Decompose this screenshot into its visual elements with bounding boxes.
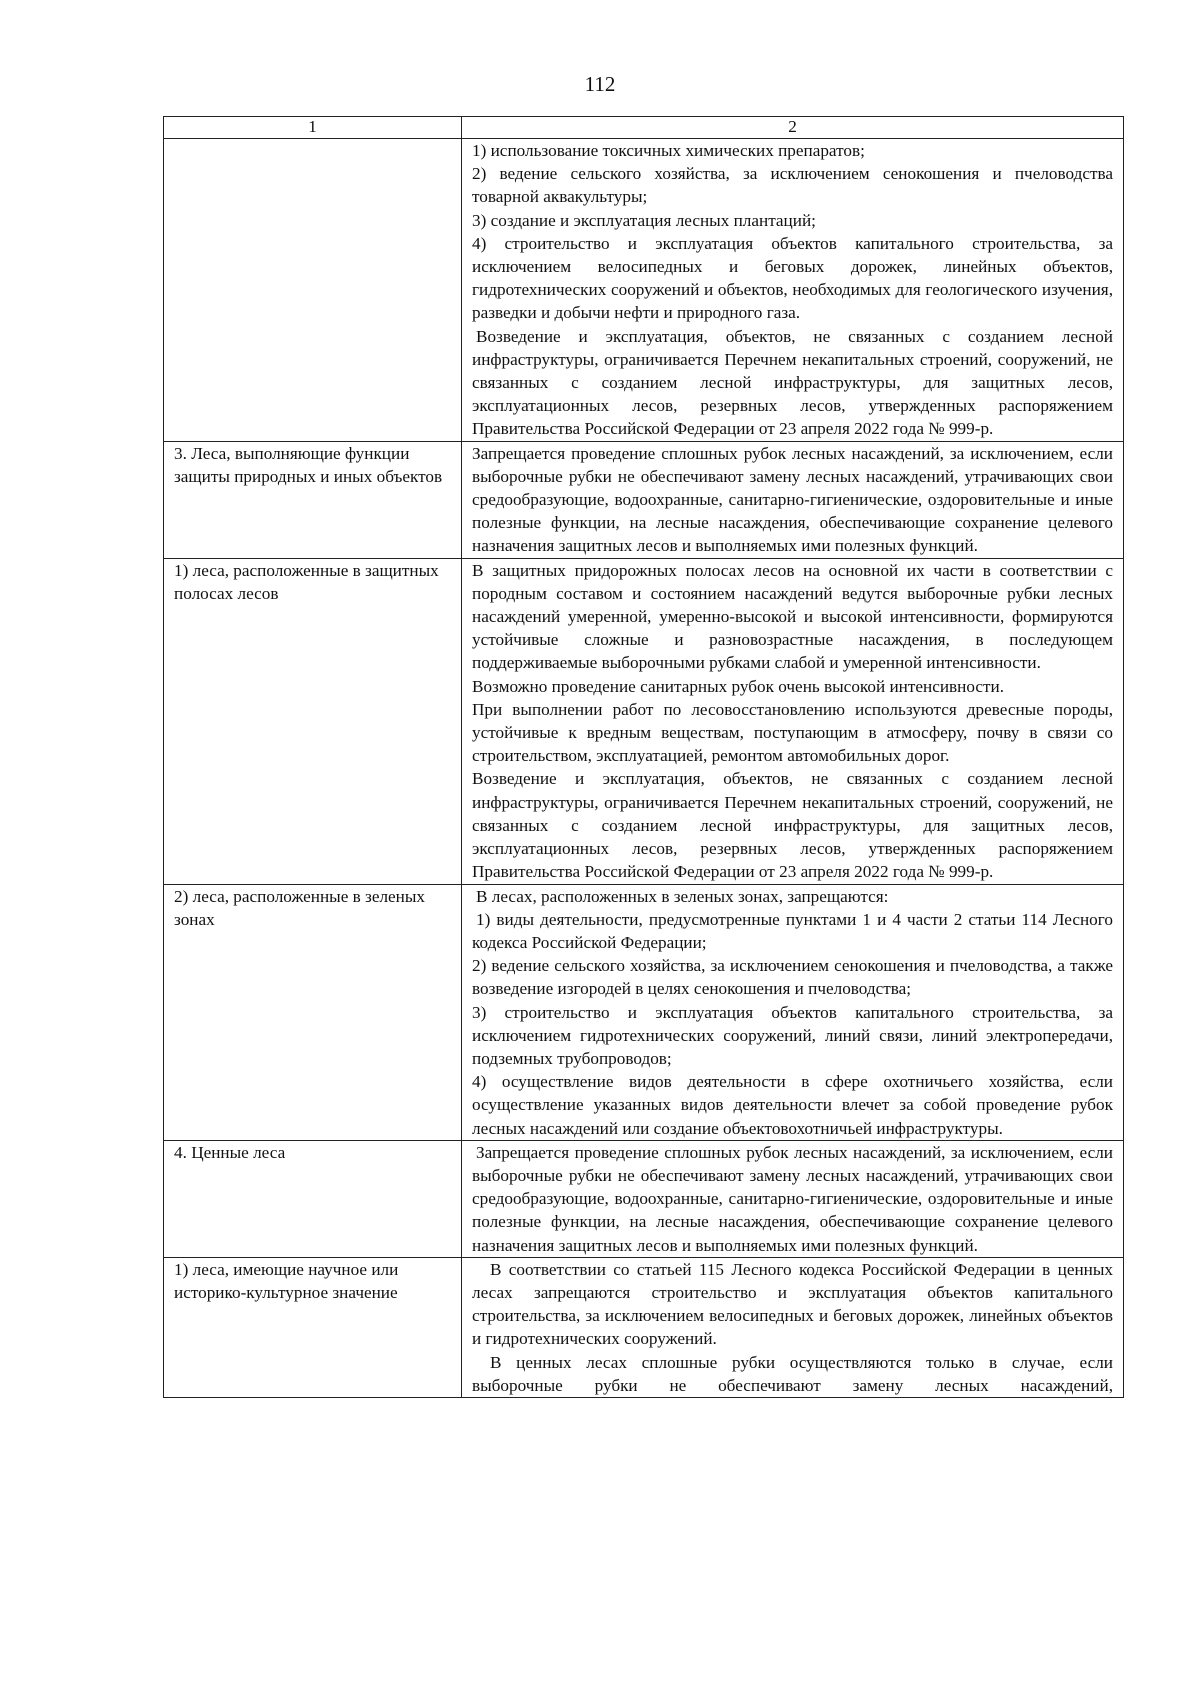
restrictions-cell: [462, 1257, 1124, 1397]
page-number: 112: [584, 72, 616, 96]
table-row: [164, 441, 1124, 558]
table-row: [164, 139, 1124, 442]
forest-category-cell: 3. Леса, выполняющие функции защиты природных и иных объектов: [164, 441, 462, 558]
restriction-paragraph: В соответствии со статьей 115 Лесного кодекса Российской Федерации в ценных лесах запрещаются строительство и эксплуатация объектов капитального строительства, за исключением велосипедных и беговых дорожек, линейных объектов и гидротехнических сооружений.: [472, 1259, 1113, 1349]
restriction-paragraph: Возведение и эксплуатация, объектов, не связанных с созданием лесной инфраструктуры, ограничивается Перечнем некапитальных строений, сооружений, не связанных с созданием лесной инфраструктуры, для защитных лесов, эксплуатационных лесов, резервных лесов, утвержденных распоряжением Правительства Российской Федерации от 23 апреля 2022 года № 999-р.: [472, 326, 1113, 439]
table-row: [164, 558, 1124, 884]
restriction-paragraph: В лесах, расположенных в зеленых зонах, запрещаются:: [476, 886, 889, 906]
restriction-paragraph: Возможно проведение санитарных рубок очень высокой интенсивности.: [472, 676, 1005, 696]
restriction-paragraph: При выполнении работ по лесовосстановлению используются древесные породы, устойчивые к вредным веществам, поступающим в атмосферу, почву в связи со строительством, эксплуатацией, ремонтом автомобильных дорог.: [472, 699, 1113, 766]
forest-category-cell: [164, 139, 462, 442]
restriction-paragraph: В защитных придорожных полосах лесов на основной их части в соответствии с породным составом и состоянием насаждений ведутся выборочные рубки лесных насаждений умеренной, умеренно-высокой и высокой интенсивности, формируются устойчивые сложные и разновозрастные насаждения, в последующем поддерживаемые выборочными рубками слабой и умеренной интенсивности.: [472, 560, 1113, 673]
restriction-paragraph: Возведение и эксплуатация, объектов, не связанных с созданием лесной инфраструктуры, ограничивается Перечнем некапитальных строений, сооружений, не связанных с созданием лесной инфраструктуры, для защитных лесов, эксплуатационных лесов, резервных лесов, утвержденных распоряжением Правительства Российской Федерации от 23 апреля 2022 года № 999-р.: [472, 769, 1113, 882]
forest-category-cell: 2) леса, расположенные в зеленых зонах: [164, 884, 462, 1140]
restriction-paragraph: В ценных лесах сплошные рубки осуществляются только в случае, если выборочные рубки не обеспечивают замену лесных насаждений,: [472, 1352, 1113, 1395]
restriction-paragraph: 1) использование токсичных химических препаратов;: [472, 141, 865, 160]
restriction-paragraph: 1) виды деятельности, предусмотренные пунктами 1 и 4 части 2 статьи 114 Лесного кодекса Российской Федерации;: [472, 909, 1113, 952]
restriction-paragraph: 3) строительство и эксплуатация объектов капитального строительства, за исключением гидротехнических сооружений, линий связи, линий электропередачи, подземных трубопроводов;: [472, 1002, 1113, 1068]
forest-category-cell: 4. Ценные леса: [164, 1140, 462, 1257]
column-header-1: 1: [164, 117, 462, 139]
restriction-paragraph: 2) ведение сельского хозяйства, за исключением сенокошения и пчеловодства, а также возведение изгородей в целях сенокошения и пчеловодства;: [472, 956, 1113, 999]
restriction-paragraph: Запрещается проведение сплошных рубок лесных насаждений, за исключением, если выборочные рубки не обеспечивают замену лесных насаждений, утрачивающих свои средообразующие, водоохранные, санитарно-гигиенические, оздоровительные и иные полезные функции, на лесные насаждения, обеспечивающие сохранение целевого назначения защитных лесов и выполняемых ими полезных функций.: [472, 443, 1113, 556]
forest-category-cell: 1) леса, расположенные в защитных полосах лесов: [164, 558, 462, 884]
restriction-paragraph: 2) ведение сельского хозяйства, за исключением сенокошения и пчеловодства товарной аквакультуры;: [472, 164, 1113, 207]
restriction-paragraph: Запрещается проведение сплошных рубок лесных насаждений, за исключением, если выборочные рубки не обеспечивают замену лесных насаждений, утрачивающих свои средообразующие, водоохранные, санитарно-гигиенические, оздоровительные и иные полезные функции, на лесные насаждения, обеспечивающие сохранение целевого назначения защитных лесов и выполняемых ими полезных функций.: [472, 1142, 1113, 1255]
restrictions-table: [163, 116, 1124, 1398]
restrictions-cell: [462, 139, 1124, 442]
restrictions-cell: [462, 884, 1124, 1140]
table-row: [164, 884, 1124, 1140]
restriction-paragraph: 4) осуществление видов деятельности в сфере охотничьего хозяйства, если осуществление указанных видов деятельности влечет за собой проведение рубок лесных насаждений или создание объектовохотничьей инфраструктуры.: [472, 1072, 1113, 1138]
restrictions-cell: [462, 1140, 1124, 1257]
table-row: [164, 1140, 1124, 1257]
restriction-paragraph: 3) создание и эксплуатация лесных плантаций;: [472, 210, 816, 230]
table-header-row: [164, 117, 1124, 139]
table-row: [164, 1257, 1124, 1397]
forest-category-cell: 1) леса, имеющие научное или историко-культурное значение: [164, 1257, 462, 1397]
restriction-paragraph: 4) строительство и эксплуатация объектов капитального строительства, за исключением велосипедных и беговых дорожек, линейных объектов, гидротехнических сооружений и объектов, необходимых для геологического изучения, разведки и добычи нефти и природного газа.: [472, 233, 1113, 323]
restrictions-cell: [462, 558, 1124, 884]
column-header-2: 2: [462, 117, 1124, 139]
page-break-cut: [472, 1351, 1113, 1397]
restrictions-cell: [462, 441, 1124, 558]
